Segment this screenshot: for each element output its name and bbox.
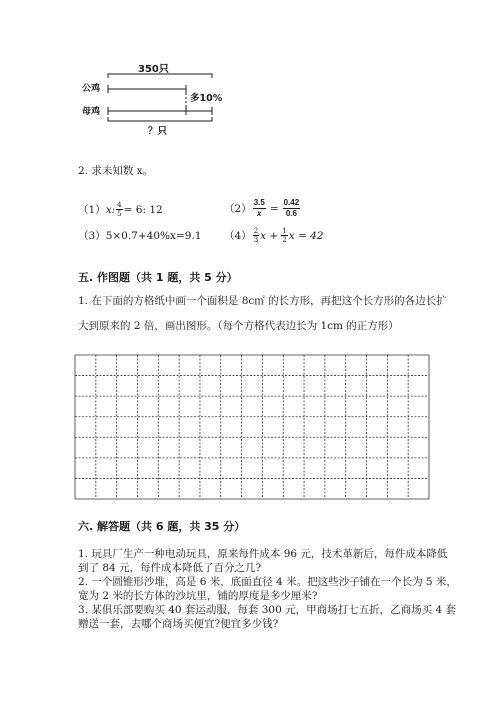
row2-label: 母鸡 — [82, 107, 101, 117]
p2-right-fraction — [283, 198, 301, 219]
q2-problem-1 — [78, 201, 163, 218]
p1-rest: = 6: 12 — [123, 203, 163, 216]
s5-q1-line1: 1. 在下面的方格纸中画一个面积是 8c㎡ 的长方形，再把这个长方形的各边长扩 — [78, 295, 447, 307]
s6-line-4: 宽为 2 米的长方体的沙坑里，铺的厚度是多少厘米? — [78, 590, 318, 602]
p4-mid: x + — [260, 229, 279, 242]
q2-title: 2. 求未知数 x。 — [78, 165, 154, 177]
p2-equals: = — [269, 202, 279, 215]
bar-diagram — [0, 0, 500, 150]
p2-left-den: x — [257, 209, 262, 218]
q2-problem-2 — [224, 198, 301, 219]
q2-problem-4 — [224, 227, 323, 244]
p4-f2-num: 1 — [282, 227, 287, 235]
s6-line-5: 3. 某俱乐部要购买 40 套运动服，每套 300 元，甲商场打七五折，乙商场买 4 套 — [78, 604, 456, 616]
s6-line-2: 到了 84 元，每件成本降低了百分之几? — [78, 562, 262, 574]
extra-label: 多10% — [190, 93, 223, 104]
p1-frac-den: 5 — [117, 210, 122, 218]
row1-label: 公鸡 — [82, 84, 101, 94]
s5-q1-line2: 大到原来的 2 倍，画出图形。（每个方格代表边长为 1cm 的正方形） — [78, 320, 399, 332]
p4-number: （4） — [224, 229, 252, 242]
p4-fraction-1 — [253, 227, 259, 244]
p4-f1-den: 3 — [253, 236, 259, 244]
unknown-label: ？只 — [148, 126, 168, 137]
p3-number: （3） — [78, 230, 106, 242]
section6-heading: 六. 解答题（共 6 题，共 35 分） — [78, 520, 246, 533]
p4-f2-den: 2 — [282, 236, 287, 244]
p1-x: x: — [105, 203, 116, 216]
p4-rest: x = 42 — [288, 229, 324, 242]
p1-fraction — [116, 201, 122, 218]
p1-frac-num: 4 — [117, 201, 122, 209]
p2-number: （2） — [224, 202, 252, 215]
s6-line-6: 赠送一套，去哪个商场买便宜?便宜多少钱? — [78, 618, 279, 630]
s6-line-3: 2. 一个圆锥形沙堆，高是 6 米，底面直径 4 米。把这些沙子铺在一个长为 5 米， — [78, 576, 457, 588]
p4-fraction-2 — [281, 227, 287, 244]
p2-left-fraction — [253, 198, 266, 219]
square-grid-paper[interactable] — [74, 354, 430, 500]
p2-left-num: 3.5 — [253, 198, 265, 207]
p3-text: 5×0.7+40%x=9.1 — [105, 230, 202, 242]
p4-f1-num: 2 — [253, 227, 259, 235]
total-label: 350只 — [138, 64, 169, 75]
p1-number: （1） — [78, 203, 106, 216]
q2-problem-3 — [78, 229, 201, 243]
s6-line-1: 1. 玩具厂生产一种电动玩具，原来每件成本 96 元，技术革新后，每件成本降低 — [78, 548, 448, 560]
p2-right-den: 0.6 — [285, 209, 297, 218]
p2-right-num: 0.42 — [283, 198, 300, 207]
section5-heading: 五. 作图题（共 1 题，共 5 分） — [78, 271, 238, 284]
